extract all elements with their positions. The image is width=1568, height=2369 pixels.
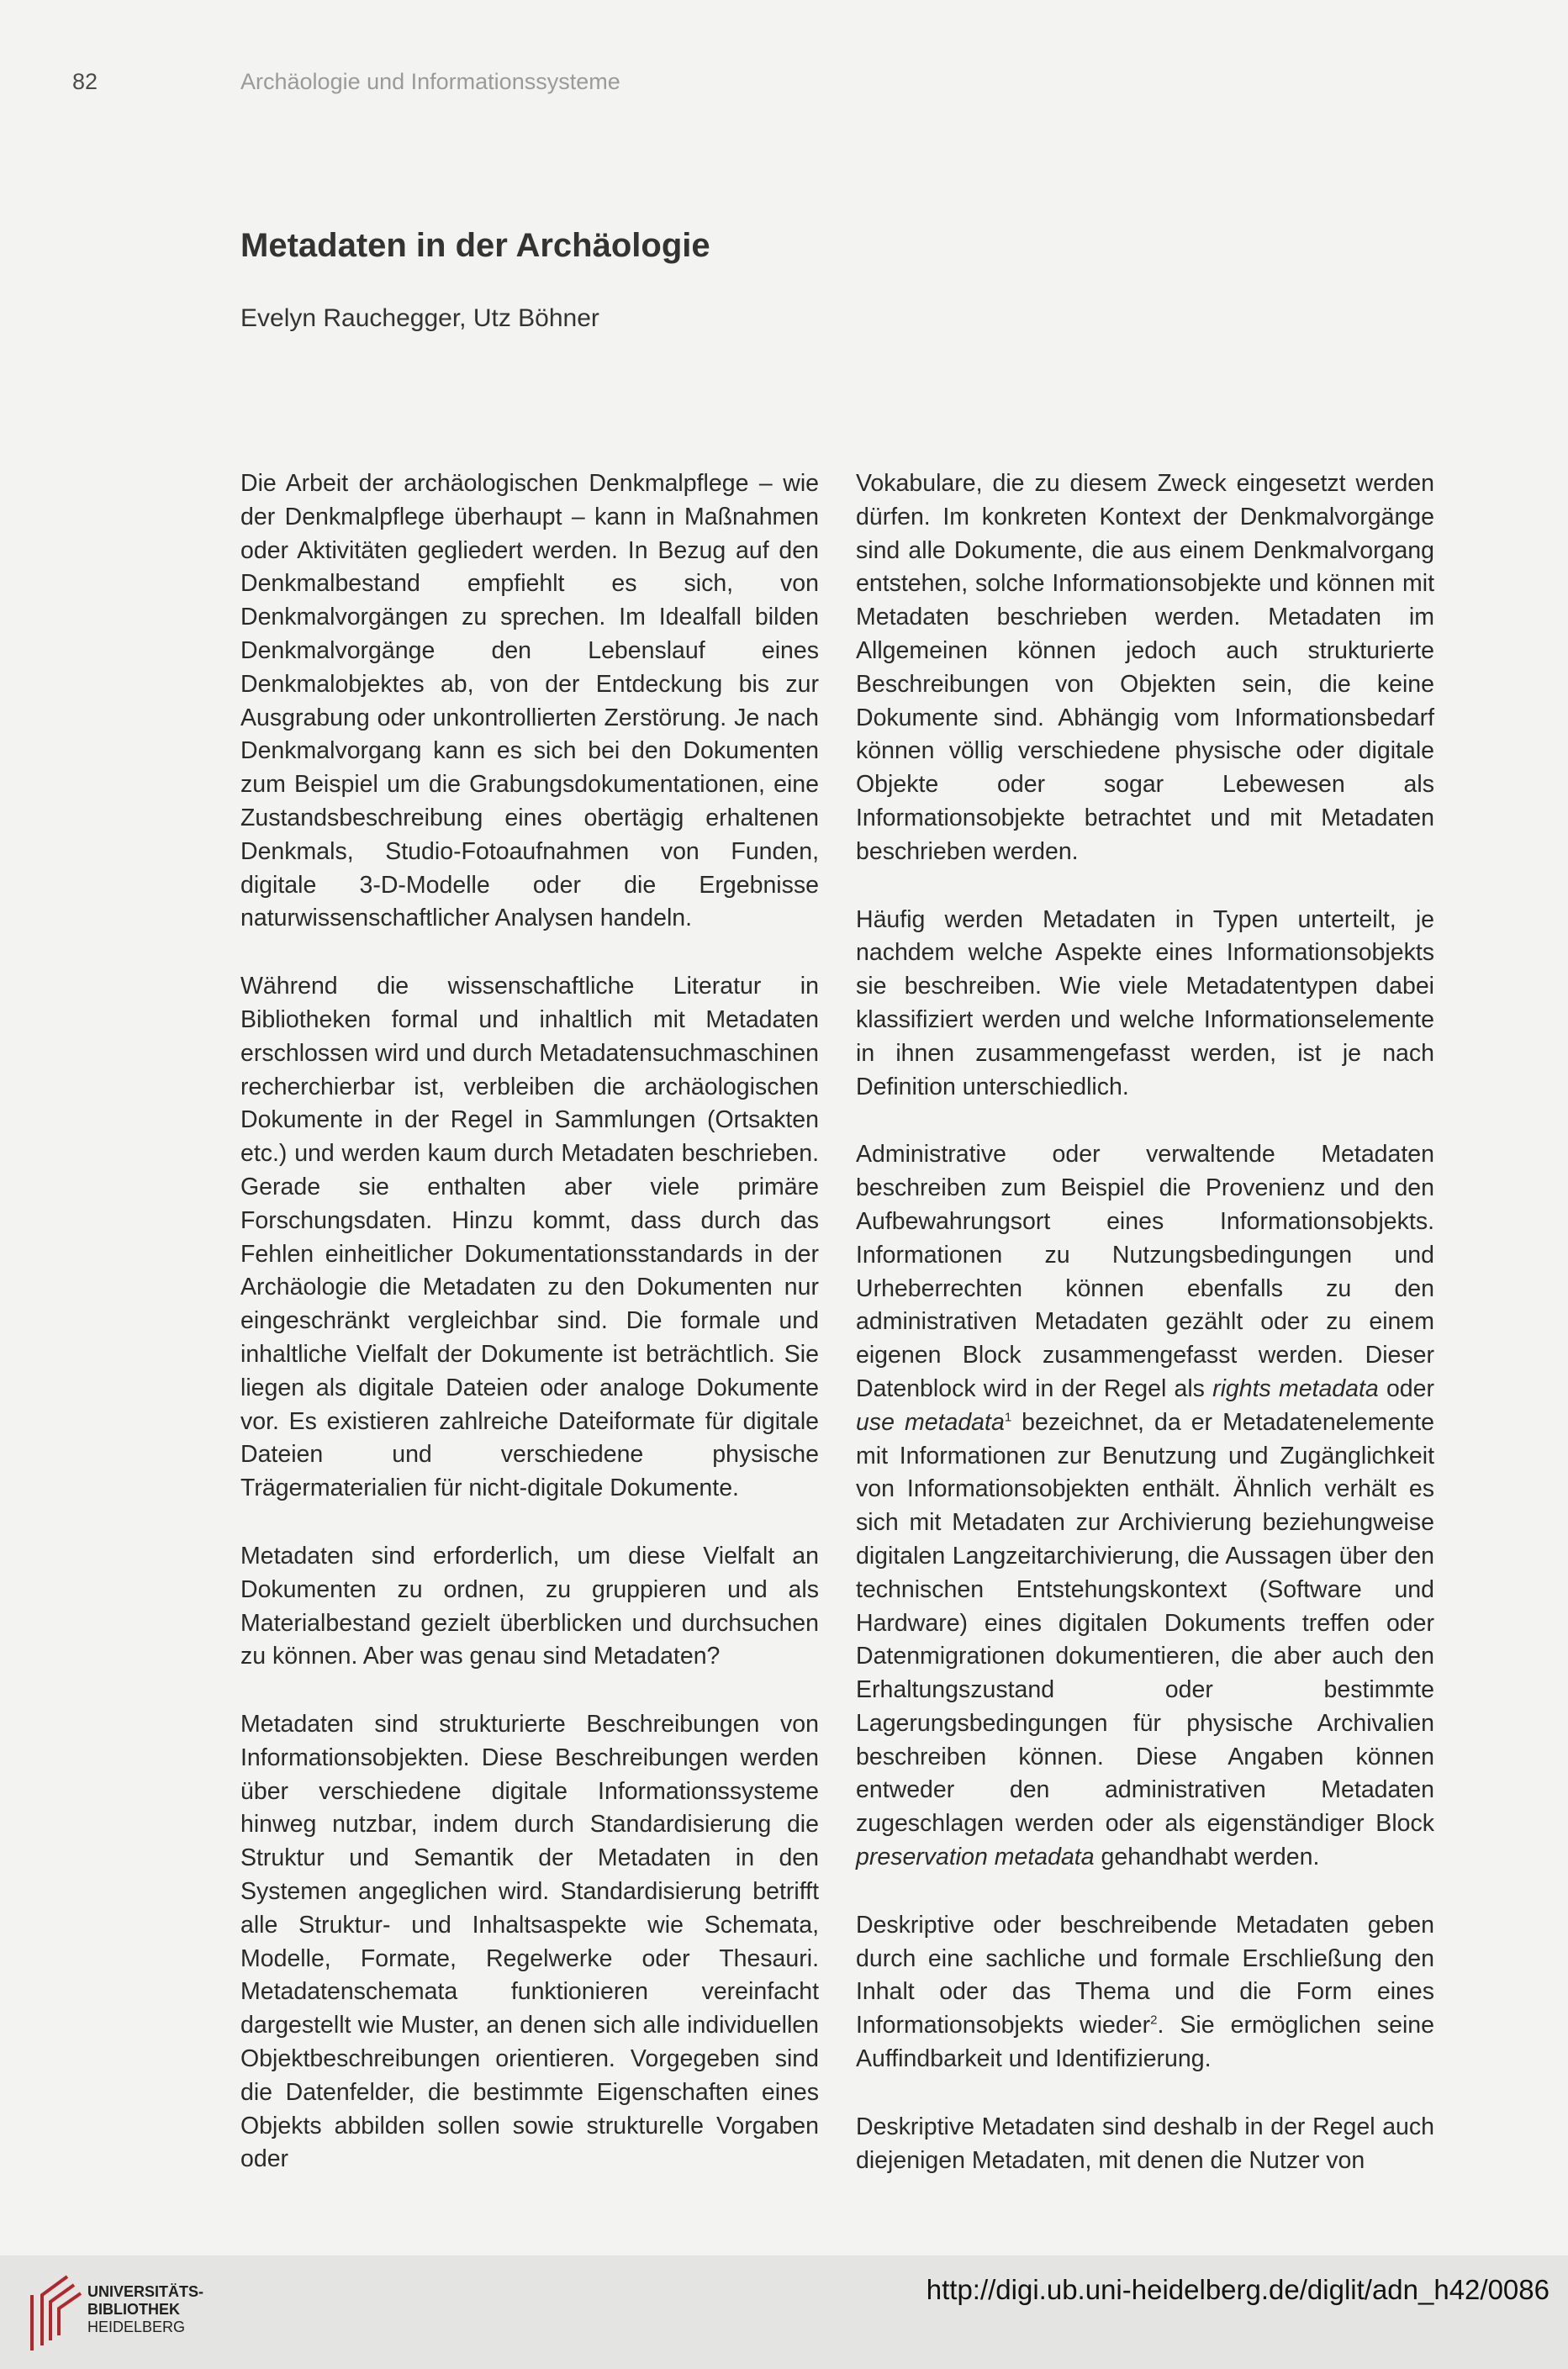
italic-term: preservation metadata <box>856 1844 1095 1871</box>
paragraph: Deskriptive Metadaten sind deshalb in der Regel auch diejenigen Metadaten, mit denen die Nutzer von <box>856 2113 1434 2174</box>
paragraph: Administrative oder verwaltende Metadaten beschreiben zum Beispiel die Provenienz und den Aufbewahrungsort eines Informationsobjekts. Informationen zu Nutzungsbedingungen und Urheberrechten können ebenfalls zu den administrativen Metadaten gezählt oder zu einem eigenen Block zusammengefasst werden. Dieser Datenblock wird in der Regel als rights metadata oder use metadata$^1$ bezeichnet, da er Metadatenelemente mit Informationen zur Benutzung und Zugänglichkeit von Informationsobjekten enthält. Ähnlich verhält es sich mit Metadaten zur Archivierung beziehungweise digitalen Langzeitarchivierung, die Aussagen über den technischen Entstehungskontext (Software und Hardware) eines digitalen Dokuments treffen oder Datenmigrationen dokumentieren, die aber auch den Erhaltungszustand oder bestimmte Lagerungsbedingungen für physische Archivalien beschreiben können. Diese Angaben können entweder den administrativen Metadaten zugeschlagen werden oder als eigenständiger Block preservation metadata gehandhabt werden. <box>856 1141 1434 1871</box>
footnote-marker[interactable]: 1 <box>1004 1410 1012 1425</box>
page-number: 82 <box>72 69 98 94</box>
footer-bar <box>0 2256 1568 2369</box>
running-head: Archäologie und Informationssysteme <box>240 69 620 94</box>
italic-term: use metadata <box>856 1408 1005 1436</box>
source-url-link[interactable]: http://digi.ub.uni-heidelberg.de/diglit/adn_h42/0086 <box>926 2274 1550 2305</box>
paragraph: Die Arbeit der archäologischen Denkmalpflege – wie der Denkmalpflege überhaupt – kann in Maßnahmen oder Aktivitäten gegliedert werden. In Bezug auf den Denkmalbestand empfiehlt es sich, von Denkmalvorgängen zu sprechen. Im Idealfall bilden Denkmalvorgänge den Lebenslauf eines Denkmalobjektes ab, von der Entdeckung bis zur Ausgrabung oder unkontrollierten Zerstörung. Je nach Denkmalvorgang kann es sich bei den Dokumenten zum Beispiel um die Grabungsdokumentationen, eine Zustandsbeschreibung eines obertägig erhaltenen Denkmals, Studio-Fotoaufnahmen von Funden, digitale 3-D-Modelle oder die Ergebnisse naturwissenschaftlicher Analysen handeln. <box>240 470 819 932</box>
library-name: UNIVERSITÄTS- BIBLIOTHEK HEIDELBERG <box>87 2283 204 2335</box>
left-column <box>240 467 819 2211</box>
paragraph: Während die wissenschaftliche Literatur in Bibliotheken formal und inhaltlich mit Metadaten erschlossen wird und durch Metadatensuchmaschinen recherchierbar ist, verbleiben die archäologischen Dokumente in der Regel in Sammlungen (Ortsakten etc.) und werden kaum durch Metadaten beschrieben. Gerade sie enthalten aber viele primäre Forschungsdaten. Hinzu kommt, dass durch das Fehlen einheitlicher Dokumentationsstandards in der Archäologie die Metadaten zu den Dokumenten nur eingeschränkt vergleichbar sind. Die formale und inhaltliche Vielfalt der Dokumente ist beträchtlich. Sie liegen als digitale Dateien oder analoge Dokumente vor. Es existieren zahlreiche Dateiformate für digitale Dateien und verschiedene physische Trägermaterialien für nicht-digitale Dokumente. <box>240 973 819 1502</box>
paragraph: Vokabulare, die zu diesem Zweck eingesetzt werden dürfen. Im konkreten Kontext der Denkmalvorgänge sind alle Dokumente, die aus einem Denkmalvorgang entstehen, solche Informationsobjekte und können mit Metadaten beschrieben werden. Metadaten im Allgemeinen können jedoch auch strukturierte Beschreibungen von Objekten sein, die keine Dokumente sind. Abhängig vom Informationsbedarf können völlig verschiedene physische oder digitale Objekte oder sogar Lebewesen als Informationsobjekte betrachtet und mit Metadaten beschrieben werden. <box>856 470 1434 865</box>
paragraph: Häufig werden Metadaten in Typen unterteilt, je nachdem welche Aspekte eines Informationsobjekts sie beschreiben. Wie viele Metadatentypen dabei klassifiziert werden und welche Informationselemente in ihnen zusammengefasst werden, ist je nach Definition unterschiedlich. <box>856 905 1434 1100</box>
article-authors: Evelyn Rauchegger, Utz Böhner <box>240 304 599 332</box>
library-logo-icon <box>15 2270 82 2354</box>
right-column <box>856 467 1434 2212</box>
footnote-marker[interactable]: 2 <box>1150 2013 1158 2028</box>
article-title: Metadaten in der Archäologie <box>240 227 710 264</box>
paragraph: Deskriptive oder beschreibende Metadaten geben durch eine sachliche und formale Erschließung den Inhalt oder das Thema und die Form eines Informationsobjekts wieder$^2$. Sie ermöglichen seine Auffindbarkeit und Identifizierung. <box>856 1911 1435 2073</box>
paragraph: Metadaten sind strukturierte Beschreibungen von Informationsobjekten. Diese Beschreibungen werden über verschiedene digitale Informationssysteme hinweg nutzbar, indem durch Standardisierung die Struktur und Semantik der Metadaten in den Systemen angeglichen wird. Standardisierung betrifft alle Struktur- und Inhaltsaspekte wie Schemata, Modelle, Formate, Regelwerke oder Thesauri. Metadatenschemata funktionieren vereinfacht dargestellt wie Muster, an denen sich alle individuellen Objektbeschreibungen orientieren. Vorgegeben sind die Datenfelder, die bestimmte Eigenschaften eines Objekts abbilden sollen sowie strukturelle Vorgaben oder <box>240 1711 819 2173</box>
paragraph: Metadaten sind erforderlich, um diese Vielfalt an Dokumenten zu ordnen, zu gruppieren und als Materialbestand gezielt überblicken und durchsuchen zu können. Aber was genau sind Metadaten? <box>240 1542 819 1670</box>
italic-term: rights metadata <box>1212 1374 1379 1402</box>
